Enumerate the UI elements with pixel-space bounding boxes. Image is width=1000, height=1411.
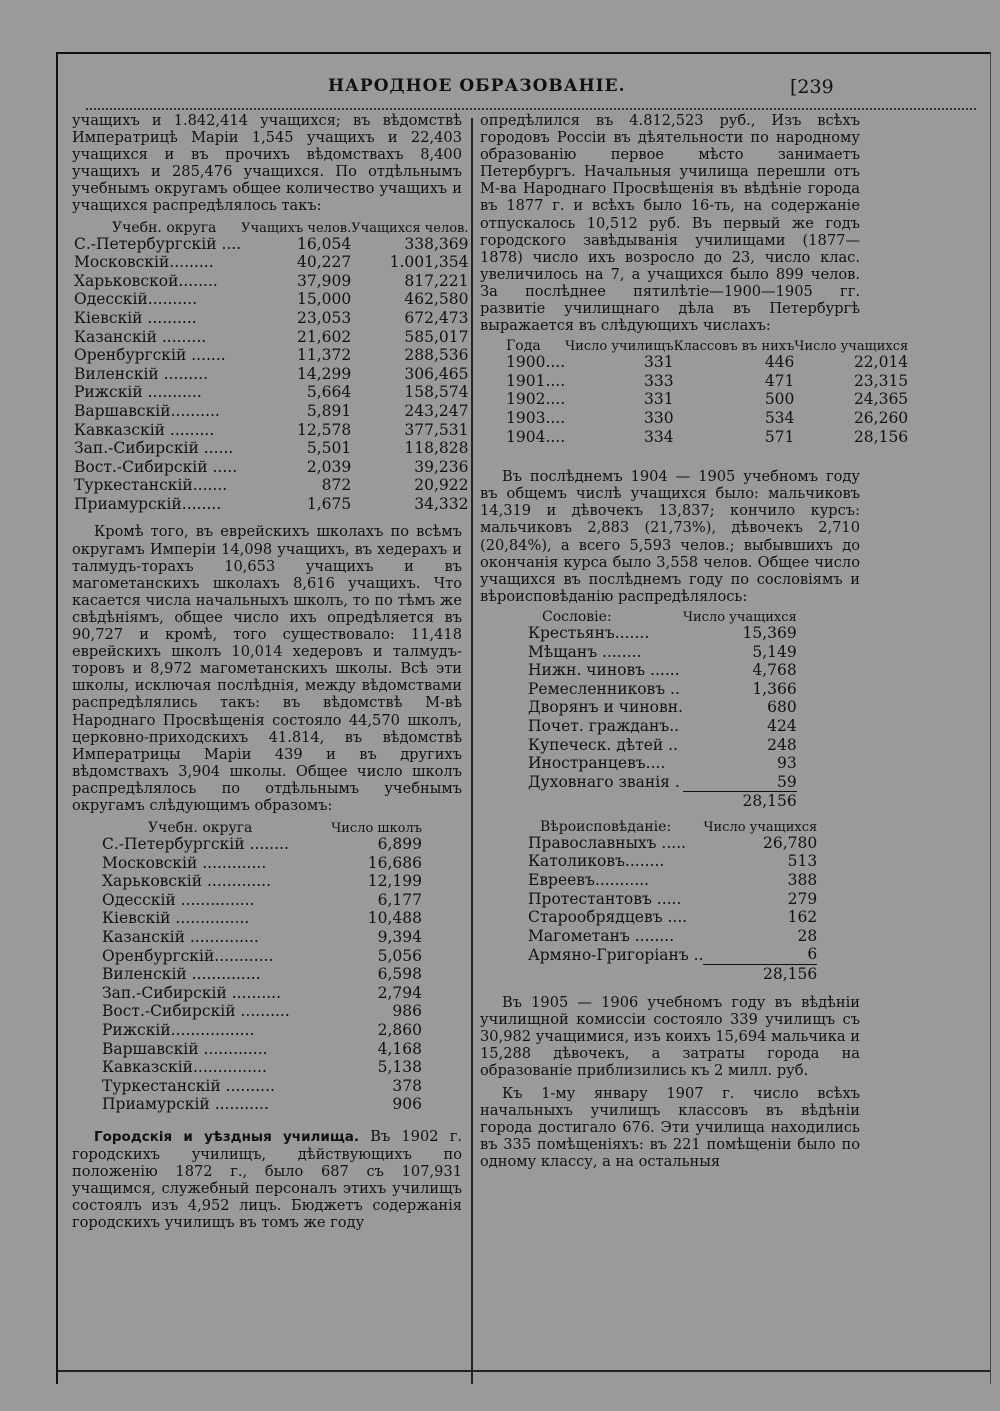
estate-row — [528, 624, 797, 643]
district-schools-row-label: Туркестанскій .......... — [102, 1076, 275, 1095]
district-row-value: 14,299 — [296, 364, 352, 383]
estate-row-value: 248 — [767, 735, 797, 754]
district-schools-row-value: 16,686 — [367, 853, 422, 872]
district-schools-row-value: 10,488 — [367, 909, 422, 928]
district-row-value: 158,574 — [404, 383, 469, 402]
religion-row-value: 513 — [787, 852, 818, 871]
district-row-label: С.-Петербургскій .... — [74, 234, 242, 253]
district-row-label: Казанскій ......... — [74, 327, 207, 346]
district-schools-row-label: Приамурскій ........... — [102, 1095, 269, 1114]
year-row-value: 331 — [643, 390, 674, 409]
year-row — [506, 353, 908, 372]
district-row-value: 1,675 — [306, 494, 352, 513]
estate-row-value: 1,366 — [752, 679, 797, 698]
religion-row — [528, 945, 817, 964]
district-schools-row-label: Вост.-Сибирскій .......... — [102, 1002, 290, 1021]
district-schools-row-value: 5,138 — [377, 1058, 422, 1077]
t4-header-estate: Сословіе: — [542, 608, 612, 625]
district-row — [74, 383, 469, 402]
district-schools-row — [102, 984, 422, 1003]
district-schools-row-label: Варшавскій ............. — [102, 1039, 268, 1058]
district-row-label: Варшавскій.......... — [74, 401, 220, 420]
year-row-value: 23,315 — [853, 371, 909, 390]
t1-header-teachers: Учащихъ челов. — [241, 220, 352, 236]
t3-header-classes: Классовъ въ нихъ — [673, 339, 795, 355]
teachers-students-table — [74, 219, 469, 514]
estate-row-label: Иностранцевъ.... — [528, 754, 666, 773]
t5-header-religion: Вѣроисповѣданіе: — [540, 818, 672, 835]
page-number: [239 — [790, 76, 834, 98]
district-schools-row — [102, 947, 422, 966]
district-row-value: 37,909 — [296, 271, 352, 290]
t3-header-year: Года — [506, 338, 541, 355]
district-schools-row-value: 12,199 — [367, 872, 422, 891]
district-schools-row — [102, 1040, 422, 1059]
district-row — [74, 402, 469, 421]
district-row-value: 21,602 — [296, 327, 352, 346]
estate-row-value: 424 — [767, 716, 797, 735]
left-paragraph-city-schools — [72, 1128, 462, 1232]
district-schools-row-label: Виленскій .............. — [102, 965, 261, 984]
district-schools-row-value: 986 — [392, 1002, 422, 1021]
year-row-value: 28,156 — [853, 427, 909, 446]
estate-row-label: Духовнаго званія . — [528, 772, 680, 791]
religion-row — [528, 852, 817, 871]
year-row-value: 571 — [764, 427, 795, 446]
district-schools-row-value: 6,177 — [377, 890, 422, 909]
district-schools-row-label: Кавказскій............... — [102, 1058, 267, 1077]
religion-row — [528, 834, 817, 853]
t3-header-students: Число учащихся — [794, 339, 909, 355]
district-schools-row-label: Московскій ............. — [102, 853, 267, 872]
district-schools-row-label: Оренбургскій............ — [102, 946, 274, 965]
religion-row — [528, 871, 817, 890]
city-schools-heading: Городскія и уѣздныя училища. — [94, 1128, 360, 1145]
estate-row-label: Мѣщанъ ........ — [528, 642, 642, 661]
district-row-value: 872 — [321, 476, 352, 495]
district-row-value: 1.001,354 — [389, 253, 469, 272]
left-intro-paragraph: учащихъ и 1.842,414 учащихся; въ вѣдомствѣ Императрицѣ Маріи 1,545 учащихъ и 22,403 учащихся и въ прочихъ вѣдомствахъ 8,400 учащихъ и 285,476 учащихся. По отдѣльнымъ учебнымъ округамъ общее количество учащихъ и учащихся распредѣлялось такъ: — [72, 112, 462, 215]
year-row-value: 471 — [764, 371, 795, 390]
t2-header-schools: Число школъ — [331, 821, 422, 837]
right-paragraph-1905: Въ 1905 — 1906 учебномъ году въ вѣдѣніи училищной комиссіи состояло 339 училищъ съ 30,982 учащимися, изъ коихъ 15,694 мальчика и 15,288 дѣвочекъ, а затраты города на образованіе приблизились къ 2 милл. руб. — [480, 993, 860, 1079]
religion-row — [528, 927, 817, 946]
estate-row — [528, 661, 797, 680]
religion-row-value: 26,780 — [763, 833, 818, 852]
district-row-label: Кавказскій ......... — [74, 420, 215, 439]
city-schools-text: Въ 1902 г. городскихъ училищъ, дѣйствующихъ по положенію 1872 г., было 687 съ 107,931 учащимся, служебный персоналъ этихъ училищъ состоялъ изъ 4,952 лицъ. Бюджетъ содержанія городскихъ училищъ въ томъ же году — [72, 1127, 462, 1232]
district-row — [74, 253, 469, 272]
district-schools-row — [102, 1002, 422, 1021]
district-schools-row — [102, 1077, 422, 1096]
district-row-value: 40,227 — [296, 253, 352, 272]
left-paragraph-schools: Кромѣ того, въ еврейскихъ школахъ по всѣмъ округамъ Имперіи 14,098 учащихъ, въ хедерахъ и талмудъ-торахъ 10,653 учащихъ и въ магометанскихъ школахъ 8,616 учащихъ. Что касается числа начальныхъ школъ, то по тѣмъ же свѣдѣніямъ, общее число ихъ опредѣляется въ 90,727 и кромѣ, того существовало: 11,418 еврейскихъ школъ 10,014 хедеровъ и талмудъ-торовъ и 8,972 магометанскихъ школы. Всѣ эти школы, исключая послѣднія, между вѣдомствами распредѣлялись такъ: въ вѣдомствѣ М-вѣ Народнаго Просвѣщенія состояло 44,570 школъ, церковно-приходскихъ 41.814, въ вѣдомствѣ Императрицы Маріи 439 и въ другихъ вѣдомствахъ 3,904 школы. Общее число школъ распредѣлялось по отдѣльнымъ учебнымъ округамъ слѣдующимъ образомъ: — [72, 523, 462, 814]
district-schools-row — [102, 872, 422, 891]
district-row-value: 817,221 — [404, 271, 469, 290]
year-row-value: 446 — [764, 353, 795, 372]
district-row — [74, 328, 469, 347]
district-schools-row — [102, 1095, 422, 1114]
religion-row-label: Евреевъ........... — [528, 871, 650, 890]
district-schools-row-label: Кіевскій ............... — [102, 909, 250, 928]
estate-row-value: 93 — [777, 754, 797, 773]
column-divider — [471, 118, 473, 1384]
district-schools-row — [102, 835, 422, 854]
estate-row — [528, 736, 797, 755]
religion-table — [528, 818, 818, 984]
district-row-value: 118,828 — [404, 439, 469, 458]
year-row — [506, 372, 908, 391]
district-row-value: 16,054 — [296, 234, 352, 253]
year-row-label: 1904.... — [506, 427, 566, 446]
district-schools-row-label: Зап.-Сибирскій .......... — [102, 983, 282, 1002]
estate-row-label: Нижн. чиновъ ...... — [528, 661, 680, 680]
district-row-value: 377,531 — [404, 420, 469, 439]
estate-row-value: 5,149 — [752, 642, 797, 661]
district-row-label: Вост.-Сибирскій ..... — [74, 457, 238, 476]
religion-row-value: 279 — [787, 889, 818, 908]
religion-row-value: 388 — [787, 871, 818, 890]
district-schools-row — [102, 1058, 422, 1077]
district-row-value: 15,000 — [296, 290, 352, 309]
district-row-value: 338,369 — [404, 234, 469, 253]
religion-row-value: 28 — [797, 926, 818, 945]
right-column — [480, 112, 909, 1171]
year-row-value: 24,365 — [853, 390, 909, 409]
bottom-rule — [58, 1370, 990, 1372]
district-row-label: Харьковской........ — [74, 271, 218, 290]
district-row-value: 11,372 — [296, 346, 352, 365]
year-row — [506, 390, 908, 409]
district-row — [74, 476, 469, 495]
estate-row — [528, 754, 797, 773]
district-row — [74, 439, 469, 458]
year-row-label: 1902.... — [506, 390, 566, 409]
district-row-label: Одесскій.......... — [74, 290, 198, 309]
district-row-value: 306,465 — [404, 364, 469, 383]
t2-header-district: Учебн. округа — [148, 820, 253, 837]
right-paragraph-graduates: Въ послѣднемъ 1904 — 1905 учебномъ году въ общемъ числѣ учащихся было: мальчиковъ 14,319 и дѣвочекъ 13,837; кончило курсъ: мальчиковъ 2,883 (21,73%), дѣвочекъ 2,710 (20,84%), а всего 5,593 челов.; выбывшихъ до окончанія курса было 3,558 челов. Общее число учащихся въ послѣднемъ году по сословіямъ и вѣроисповѣданію распредѣлялось: — [480, 468, 860, 605]
t4-header-students: Число учащихся — [682, 609, 797, 625]
estate-row-value: 59 — [777, 772, 797, 791]
district-schools-row — [102, 891, 422, 910]
year-row-label: 1901.... — [506, 371, 566, 390]
right-paragraph-1907: Къ 1-му январу 1907 г. число всѣхъ начальныхъ училищъ классовъ въ вѣдѣніи города достигало 676. Эти училища находились въ 335 помѣщеніяхъ: въ 221 помѣщеніи было по одному классу, а на остальныя — [480, 1085, 860, 1171]
district-row-value: 20,922 — [414, 476, 469, 495]
schools-table — [102, 822, 422, 1114]
district-row — [74, 272, 469, 291]
year-row-value: 534 — [764, 409, 795, 427]
district-schools-row-label: С.-Петербургскій ........ — [102, 835, 289, 854]
estate-row-value: 680 — [767, 698, 797, 717]
district-row — [74, 458, 469, 477]
estate-row-label: Дворянъ и чиновн. — [528, 698, 683, 717]
religion-row — [528, 890, 817, 909]
district-row-value: 5,501 — [306, 439, 352, 458]
page-title: НАРОДНОЕ ОБРАЗОВАНІЕ. — [328, 76, 626, 96]
district-schools-row-value: 6,899 — [377, 835, 422, 854]
estate-row-label: Купеческ. дѣтей .. — [528, 735, 679, 754]
page-header — [58, 76, 990, 102]
district-schools-row — [102, 854, 422, 873]
year-row-value: 333 — [643, 371, 674, 390]
estate-row-value: 15,369 — [742, 623, 797, 642]
header-ornament-rule — [86, 102, 976, 110]
district-row-label: Зап.-Сибирскій ...... — [74, 439, 234, 458]
religion-total: 28,156 — [703, 965, 817, 984]
district-schools-row-label: Рижскій................. — [102, 1021, 255, 1039]
page — [56, 52, 991, 1384]
religion-row-label: Православныхъ ..... — [528, 833, 687, 852]
district-row — [74, 421, 469, 440]
district-row — [74, 495, 469, 514]
district-schools-row-value: 906 — [392, 1095, 422, 1114]
estate-row-label: Почет. гражданъ.. — [528, 716, 680, 735]
district-schools-row-label: Казанскій .............. — [102, 928, 259, 947]
district-row-value: 12,578 — [296, 420, 352, 439]
district-schools-row-value: 4,168 — [377, 1039, 422, 1058]
religion-row-value: 162 — [787, 908, 818, 927]
religion-row-label: Магометанъ ........ — [528, 926, 675, 945]
district-row-label: Туркестанскій....... — [74, 476, 228, 495]
t3-header-schools: Число училищъ — [565, 339, 674, 355]
district-schools-row-value: 5,056 — [377, 946, 422, 965]
district-row-label: Кіевскій .......... — [74, 308, 197, 327]
district-schools-row-value: 9,394 — [377, 928, 422, 947]
petersburg-schools-table — [506, 340, 908, 446]
district-row — [74, 235, 469, 254]
year-row-value: 500 — [764, 390, 795, 409]
estate-row — [528, 680, 797, 699]
estate-total: 28,156 — [683, 792, 797, 811]
estate-row — [528, 773, 797, 792]
estate-row-label: Крестьянъ....... — [528, 623, 650, 642]
district-row — [74, 290, 469, 309]
estate-row — [528, 643, 797, 662]
religion-row-label: Протестантовъ ..... — [528, 889, 682, 908]
district-row-value: 243,247 — [404, 401, 469, 420]
district-row-value: 5,664 — [306, 383, 352, 402]
district-row — [74, 309, 469, 328]
district-schools-row — [102, 909, 422, 928]
religion-row — [528, 908, 817, 927]
year-row — [506, 428, 908, 447]
district-schools-row — [102, 1021, 422, 1040]
year-row-value: 334 — [643, 427, 674, 446]
district-row-label: Рижскій ........... — [74, 383, 202, 402]
district-row-label: Виленскій ......... — [74, 364, 208, 383]
district-schools-row-value: 6,598 — [377, 965, 422, 984]
district-schools-row-value: 2,794 — [377, 983, 422, 1002]
year-row-value: 331 — [643, 353, 674, 372]
estate-row-value: 4,768 — [752, 661, 797, 680]
estate-table — [528, 608, 797, 811]
year-row — [506, 409, 908, 428]
district-schools-row — [102, 928, 422, 947]
district-row — [74, 365, 469, 384]
district-row-label: Приамурскій........ — [74, 494, 222, 513]
religion-row-label: Католиковъ........ — [528, 852, 665, 871]
district-schools-row-value: 378 — [392, 1076, 422, 1095]
district-schools-row — [102, 965, 422, 984]
right-paragraph-budget: опредѣлился въ 4.812,523 руб., Изъ всѣхъ городовъ Россіи въ дѣятельности по народному образованію первое мѣсто занимаетъ Петербургъ. Начальныя училища перешли отъ М-ва Народнаго Просвѣщенія въ вѣдѣніе города въ 1877 г. и всѣхъ было 16-ть, на содержаніе отпускалось 10,512 руб. Въ первый же годъ городского завѣдыванія училищами (1877—1878) число ихъ возросло до 23, число клас. увеличилось на 7, а учащихся было 899 челов. За послѣднее пятилѣтіе—1900—1905 гг. развитіе училищнаго дѣла въ Петербургѣ выражается въ слѣдующихъ числахъ: — [480, 112, 860, 335]
district-row-value: 585,017 — [404, 327, 469, 346]
district-row-label: Оренбургскій ....... — [74, 346, 226, 365]
t1-header-students: Учащихся челов. — [351, 220, 469, 236]
district-schools-row-label: Харьковскій ............. — [102, 872, 272, 891]
district-row-value: 2,039 — [306, 457, 352, 476]
year-row-value: 330 — [643, 409, 674, 427]
district-row — [74, 346, 469, 365]
estate-row — [528, 717, 797, 736]
religion-row-label: Армяно-Григоріанъ .. — [528, 945, 704, 964]
district-row-value: 672,473 — [404, 308, 469, 327]
district-row-value: 5,891 — [306, 401, 352, 420]
district-row-value: 39,236 — [414, 457, 469, 476]
estate-row — [528, 698, 797, 717]
left-column — [72, 112, 469, 1232]
district-row-label: Московскій......... — [74, 253, 214, 272]
district-row-value: 23,053 — [296, 308, 352, 327]
religion-row-label: Старообрядцевъ .... — [528, 908, 688, 927]
district-row-value: 34,332 — [414, 494, 469, 513]
district-schools-row-label: Одесскій ............... — [102, 890, 255, 909]
district-schools-row-value: 2,860 — [377, 1021, 422, 1039]
religion-row-value: 6 — [807, 945, 818, 964]
year-row-value: 22,014 — [853, 353, 909, 372]
year-row-value: 26,260 — [853, 409, 909, 427]
t5-header-students: Число учащихся — [703, 819, 818, 835]
estate-row-label: Ремесленниковъ .. — [528, 679, 680, 698]
district-row-value: 288,536 — [404, 346, 469, 365]
year-row-label: 1903.... — [506, 409, 566, 427]
t1-header-district: Учебн. округа — [112, 219, 217, 236]
year-row-label: 1900.... — [506, 353, 566, 372]
district-row-value: 462,580 — [404, 290, 469, 309]
